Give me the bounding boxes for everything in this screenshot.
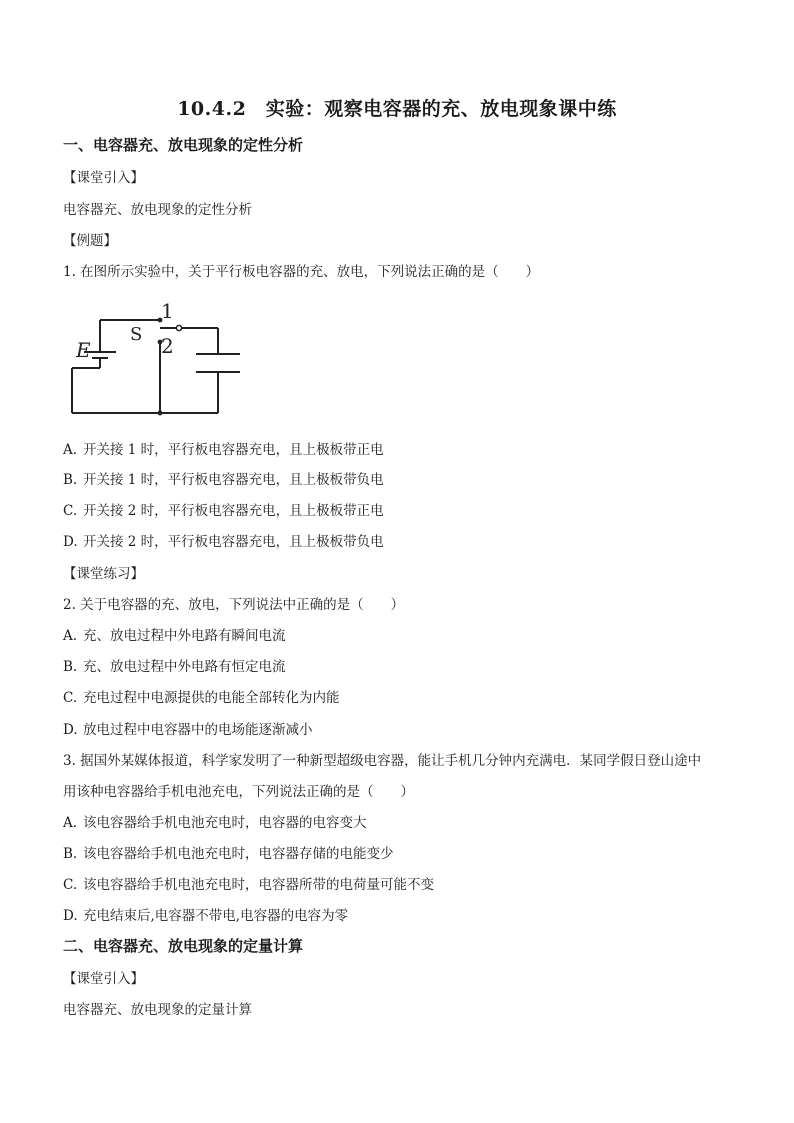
- label-switch: S: [130, 324, 143, 345]
- circuit-diagram: [70, 298, 250, 420]
- section-heading: 二、电容器充、放电现象的定量计算: [63, 937, 304, 955]
- option-text: 该电容器给手机电池充电时，电容器的电容变大: [83, 815, 367, 831]
- option-d: [63, 718, 313, 738]
- option-text: 充电结束后,电容器不带电,电容器的电容为零: [83, 908, 349, 924]
- option-d: [63, 904, 348, 924]
- page-title: 10.4.2 实验：观察电容器的充、放电现象课中练: [177, 98, 617, 120]
- option-text: 开关接 2 时，平行板电容器充电，且上极板带负电: [83, 534, 384, 550]
- question-stem-line1: 3. 据国外某媒体报道，科学家发明了一种新型超级电容器，能让手机几分钟内充满电．某同学假日登山途中: [63, 753, 702, 769]
- option-key: B.: [63, 846, 78, 862]
- option-key: B.: [63, 472, 78, 488]
- option-key: D.: [63, 534, 78, 550]
- option-text: 该电容器给手机电池充电时，电容器存储的电能变少: [83, 846, 394, 862]
- option-b: [63, 655, 286, 675]
- example-tag: 【例题】: [63, 233, 117, 249]
- option-key: A.: [63, 815, 78, 831]
- option-a: [63, 624, 286, 644]
- option-key: A.: [63, 442, 78, 458]
- option-text: 开关接 2 时，平行板电容器充电，且上极板带正电: [83, 503, 384, 519]
- option-key: C.: [63, 503, 78, 519]
- question-stem: 1. 在图所示实验中，关于平行板电容器的充、放电，下列说法正确的是（ ）: [63, 264, 540, 280]
- intro-tag: 【课堂引入】: [63, 971, 144, 987]
- option-key: D.: [63, 722, 78, 738]
- section-heading: 一、电容器充、放电现象的定性分析: [63, 136, 304, 154]
- intro-tag: 【课堂引入】: [63, 170, 144, 186]
- option-c: [63, 499, 384, 519]
- option-c: [63, 873, 434, 893]
- option-key: C.: [63, 877, 78, 893]
- option-c: [63, 686, 340, 706]
- practice-tag: 【课堂练习】: [63, 566, 144, 582]
- option-key: C.: [63, 690, 78, 706]
- option-key: D.: [63, 908, 78, 924]
- junction-bottom: [158, 411, 163, 416]
- option-text: 开关接 1 时，平行板电容器充电，且上极板带负电: [83, 472, 384, 488]
- option-text: 充、放电过程中外电路有恒定电流: [83, 659, 286, 675]
- option-a: [63, 811, 367, 831]
- intro-text: 电容器充、放电现象的定量计算: [63, 1002, 252, 1018]
- label-1: 1: [161, 299, 174, 323]
- option-a: [63, 438, 384, 458]
- intro-text: 电容器充、放电现象的定性分析: [63, 202, 252, 218]
- option-text: 开关接 1 时，平行板电容器充电，且上极板带正电: [83, 442, 384, 458]
- question-stem-line2: 用该种电容器给手机电池充电，下列说法正确的是（ ）: [63, 784, 414, 800]
- option-text: 该电容器给手机电池充电时，电容器所带的电荷量可能不变: [83, 877, 434, 893]
- label-2: 2: [161, 334, 174, 358]
- option-b: [63, 468, 384, 488]
- option-d: [63, 530, 384, 550]
- label-emf: E: [76, 338, 91, 362]
- option-key: B.: [63, 659, 78, 675]
- option-text: 充电过程中电源提供的电能全部转化为内能: [83, 690, 340, 706]
- switch-pivot: [176, 325, 181, 330]
- option-b: [63, 842, 394, 862]
- option-text: 充、放电过程中外电路有瞬间电流: [83, 628, 286, 644]
- option-text: 放电过程中电容器中的电场能逐渐减小: [83, 722, 313, 738]
- question-stem: 2. 关于电容器的充、放电，下列说法中正确的是（ ）: [63, 597, 405, 613]
- option-key: A.: [63, 628, 78, 644]
